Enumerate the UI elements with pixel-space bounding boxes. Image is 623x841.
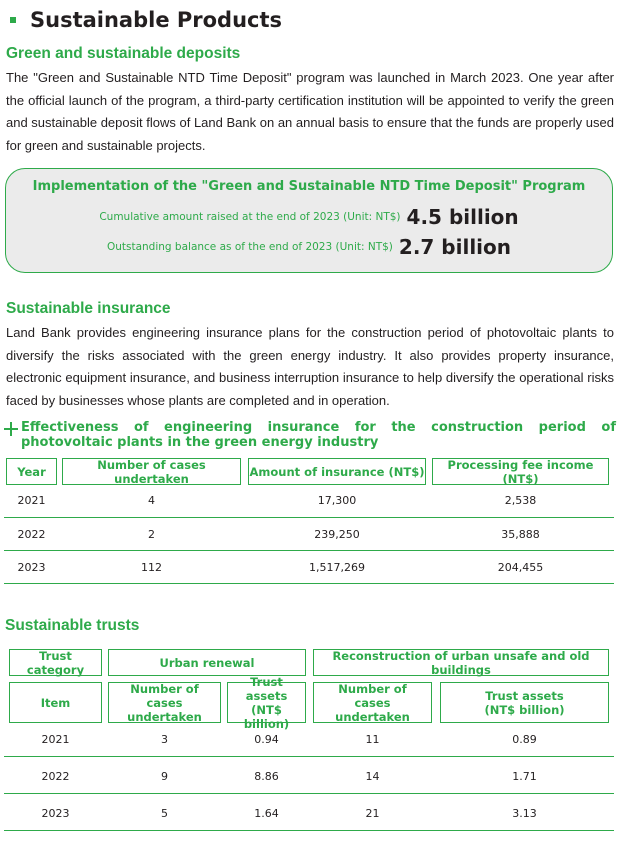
cell-year: 2021 [17, 494, 46, 507]
cell-reconstruction-cases: 21 [365, 807, 380, 820]
urban-assets-header: Trust assets (NT$ billion) [227, 682, 306, 723]
callout-value: 2.7 billion [398, 235, 512, 259]
cell-urban-assets: 0.94 [254, 733, 279, 746]
cell-year: 2022 [41, 770, 70, 783]
cell-reconstruction-assets: 3.13 [512, 807, 537, 820]
row-divider [4, 793, 614, 794]
insurance-heading: Sustainable insurance [6, 300, 171, 317]
cell-reconstruction-assets: 0.89 [512, 733, 537, 746]
urban-renewal-header: Urban renewal [108, 649, 306, 676]
item-header: Item [9, 682, 102, 723]
insurance-paragraph: Land Bank provides engineering insurance plans for the construction period of photovoltaic plants to diversify the risks associated with the green energy industry. It also provides property insurance, electronic equipment insurance, and business interruption insurance to help diversify the operational risks faced by businesses whose plants are completed and in operation. [6, 325, 614, 408]
callout-title: Implementation of the "Green and Sustainable NTD Time Deposit" Program [32, 179, 586, 194]
cell-urban-cases: 9 [161, 770, 168, 783]
cell-amount: 239,250 [314, 528, 360, 541]
cell-fee: 35,888 [501, 528, 540, 541]
plus-icon [4, 422, 18, 436]
col-header-amount: Amount of insurance (NT$) [248, 458, 426, 485]
page-title-row [10, 6, 282, 34]
callout-row-outstanding [6, 235, 612, 259]
cell-fee: 2,538 [504, 494, 537, 507]
cell-year: 2021 [41, 733, 70, 746]
insurance-table-title-row [4, 420, 616, 450]
deposits-paragraph: The "Green and Sustainable NTD Time Deposit" program was launched in March 2023. One year after the official launch of the program, a third-party certification institution will be appointed to verify the green and sustainable deposit flows of Land Bank on an annual basis to ensure that the funds are properly used for green and sustainable projects. [6, 70, 614, 153]
page-title: Sustainable Products [30, 8, 283, 32]
cell-cases: 2 [148, 528, 155, 541]
reconstruction-header: Reconstruction of urban unsafe and old buildings [313, 649, 609, 676]
insurance-table-title: Effectiveness of engineering insurance for the construction period of photovoltaic plants in the green energy industry [21, 420, 616, 450]
cell-amount: 17,300 [317, 494, 357, 507]
cell-reconstruction-cases: 11 [365, 733, 380, 746]
cell-amount: 1,517,269 [309, 561, 365, 574]
cell-urban-cases: 3 [161, 733, 168, 746]
cell-reconstruction-cases: 14 [365, 770, 380, 783]
reconstruction-assets-header: Trust assets (NT$ billion) [440, 682, 609, 723]
cell-urban-cases: 5 [161, 807, 168, 820]
cell-cases: 4 [148, 494, 155, 507]
callout-value: 4.5 billion [406, 205, 519, 229]
row-divider [4, 583, 614, 584]
trusts-heading: Sustainable trusts [5, 617, 140, 634]
row-divider [4, 517, 614, 518]
col-header-year: Year [6, 458, 57, 485]
cell-reconstruction-assets: 1.71 [512, 770, 537, 783]
callout-label: Outstanding balance as of the end of 2023 (Unit: NT$) [106, 241, 393, 253]
callout-label: Cumulative amount raised at the end of 2023 (Unit: NT$) [99, 211, 401, 223]
col-header-fee: Processing fee income (NT$) [432, 458, 609, 485]
row-divider [4, 550, 614, 551]
reconstruction-cases-header: Number of cases undertaken [313, 682, 432, 723]
cell-cases: 112 [141, 561, 162, 574]
deposits-heading: Green and sustainable deposits [6, 45, 241, 62]
urban-cases-header: Number of cases undertaken [108, 682, 221, 723]
cell-year: 2023 [41, 807, 70, 820]
row-divider [4, 830, 614, 831]
cell-fee: 204,455 [497, 561, 544, 574]
cell-year: 2023 [17, 561, 46, 574]
col-header-cases: Number of cases undertaken [62, 458, 241, 485]
trust-category-header: Trust category [9, 649, 102, 676]
cell-year: 2022 [17, 528, 46, 541]
callout-row-cumulative [6, 205, 612, 229]
row-divider [4, 756, 614, 757]
deposit-callout-box [5, 168, 613, 273]
square-bullet-icon [10, 17, 16, 23]
cell-urban-assets: 1.64 [254, 807, 279, 820]
cell-urban-assets: 8.86 [254, 770, 279, 783]
